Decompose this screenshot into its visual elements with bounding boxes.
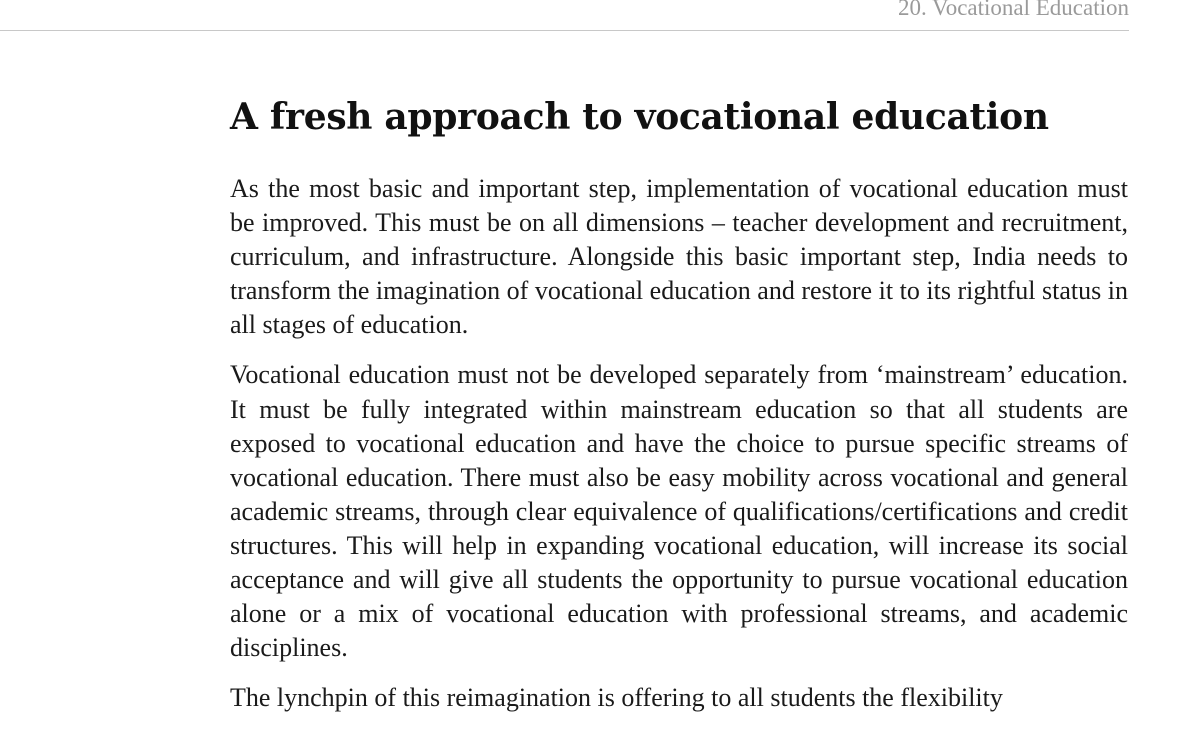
paragraph: As the most basic and important step, implementation of vocational education must be improved. This must be on all dimensions – teacher development and recruitment, curriculum, and infrastructure. Alongside this basic important step, India needs to transform the imagination of vocational education and restore it to its rightful status in all stages of education. (230, 174, 1128, 340)
running-header: 20. Vocational Education (897, 0, 1129, 20)
section-heading: A fresh approach to vocational education (230, 96, 1049, 138)
header-divider (0, 30, 1129, 31)
main-content (230, 93, 1128, 731)
paragraph: The lynchpin of this reimagination is offering to all students the flexibility (230, 683, 1003, 713)
paragraph: Vocational education must not be developed separately from ‘mainstream’ education. It must be fully integrated within mainstream education so that all students are exposed to vocational education and have the choice to pursue specific streams of vocational education. There must also be easy mobility across vocational and general academic streams, through clear equivalence of qualifications/certifications and credit structures. This will help in expanding vocational education, will increase its social acceptance and will give all students the opportunity to pursue vocational education alone or a mix of vocational education with professional streams, and academic disciplines. (230, 360, 1128, 663)
body-text (230, 172, 1128, 715)
